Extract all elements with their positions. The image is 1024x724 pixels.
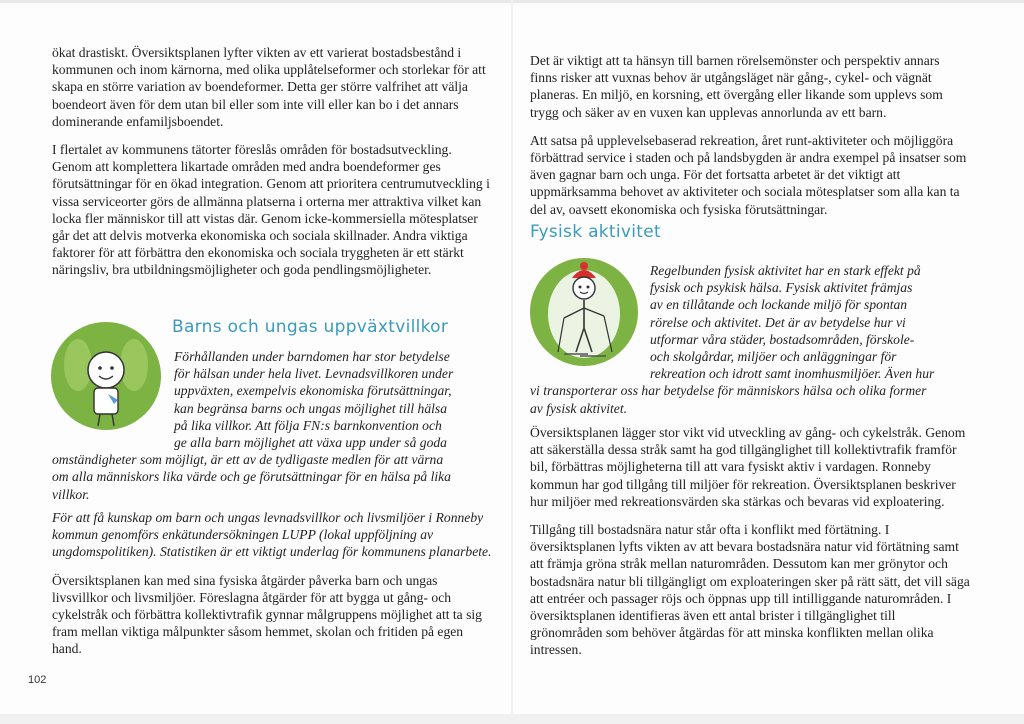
left-intro-line: omständigheter som möjligt, är ett av de tydligaste medlen för att värna: [52, 452, 444, 468]
left-intro-line: för hälsan under hela livet. Levnadsvillkoren under: [174, 366, 454, 382]
left-paragraph-2: I flertalet av kommunens tätorter föreslås områden för bostadsutveckling. Genom att komplettera likartade områden med andra boendeformer ges förutsättningar för en ökad integration. Genom att prioritera centrumutveckling i vissa serviceorter görs de allmänna platserna i orterna mer attraktiva vilket kan locka fler människor till att vistas där. Genom icke-kommersiella mötesplatser går det att delvis motverka ekonomiska och sociala skillnader. Andra viktiga faktorer för att förbättra den ekonomiska och sociala tryggheten är ett stärkt näringsliv, bra utbildningsmöjligheter och goda pendlingsmöjligheter.: [52, 142, 490, 278]
left-intro-line: villkor.: [52, 486, 90, 502]
right-intro-line: Regelbunden fysisk aktivitet har en stark effekt på: [650, 263, 921, 278]
left-intro-line: kan begränsa barns och ungas möjlighet till hälsa: [174, 400, 448, 416]
right-intro-line: av fysisk aktivitet.: [530, 400, 628, 416]
right-intro-line: utformar våra städer, bostadsområden, förskole-: [650, 331, 915, 347]
right-intro-line: rekreation och idrott samt inomhusmiljöer. Även hur: [650, 366, 935, 382]
right-column-top: [530, 52, 970, 229]
page-fold: [511, 0, 513, 724]
left-intro-line: på lika villkor. Att följa FN:s barnkonvention och: [174, 417, 442, 433]
right-intro-line: av en tillåtande och lockande miljö för spontan: [650, 297, 908, 313]
left-paragraph-3: För att få kunskap om barn och ungas levnadsvillkor och livsmiljöer i Ronneby kommun genomförs enkätundersökningen LUPP (lokal uppföljning av ungdomspolitiken). Statistiken är ett viktigt underlag för kommunens planarbete.: [52, 510, 492, 560]
right-intro-line: rörelse och aktivitet. Det är av betydelse hur vi: [650, 314, 906, 330]
page-number: 102: [28, 674, 47, 686]
left-intro-line: om alla människors lika värde och ge förutsättningar för en hälsa på lika: [52, 469, 451, 485]
right-intro-line: vi transporterar oss har betydelse för människors hälsa och olika former: [530, 383, 927, 399]
left-paragraph-1: ökat drastiskt. Översiktsplanen lyfter vikten av ett varierat bostadsbestånd i kommunen och inom kärnorna, med olika upplåtelseformer och storlekar för att skapa en större variation av boendeformer. Detta ger större valfrihet att välja boendeort även för dem utan bil eller som inte vill eller kan bo i det annars dominerande enfamiljsboendet.: [52, 45, 486, 129]
left-intro-line: Förhållanden under barndomen har stor betydelse: [174, 349, 450, 364]
left-intro-line: ge alla barn möjlighet att växa upp under så goda: [174, 435, 447, 451]
right-paragraph-2: Att satsa på upplevelsebaserad rekreation, året runt-aktiviteter och möjliggöra förbättrad service i staden och på landsbygden är andra exempel på insatser som även gagnar barn och unga. För det fortsatta arbetet är det viktigt att uppmärksamma behovet av aktiviteter och sociala mötesplatser som alla kan ta del av, oavsett ekonomiska och fysiska förutsättningar.: [530, 132, 967, 217]
bottom-edge: [0, 714, 1024, 724]
right-paragraph-4: Tillgång till bostadsnära natur står ofta i konflikt med förtätning. I översiktsplanen lyfts vikten av att bevara bostadsnära natur vid förtätning samt att främja gröna stråk mellan naturområden. Dessutom kan mer grönytor och bostadsnära natur bli tillgängligt om exploateringen sker på rätt sätt, det vill säga att entréer och passager röjs och öppnas upp till intilliggande naturområden. I översiktsplanen identifieras även ett antal brister i tillgänglighet till grönområden som behöver åtgärdas för att minska konflikten mellan olika intressen.: [530, 522, 970, 658]
right-paragraph-1: Det är viktigt att ta hänsyn till barnen rörelsemönster och perspektiv annars finns risker att vuxnas behov är utgångsläget när gång-, cykel- och vägnät planeras. En miljö, en korsning, ett övergång eller likande som upplevs som trygg och säker av en vuxen kan upplevas annorlunda av ett barn.: [530, 53, 943, 120]
section-heading-fysisk: Fysisk aktivitet: [530, 222, 661, 242]
right-intro-line: och skolgårdar, miljöer och anläggningar för: [650, 349, 897, 365]
section-heading-barns: Barns och ungas uppväxtvillkor: [172, 317, 449, 337]
left-intro-line: uppväxten, exempelvis ekonomiska förutsättningar,: [174, 383, 452, 399]
right-column-bottom: [530, 424, 970, 670]
right-intro-line: fysisk och psykisk hälsa. Fysisk aktivitet främjas: [650, 280, 913, 296]
left-column-top: [52, 44, 492, 290]
left-paragraph-4: Översiktsplanen kan med sina fysiska åtgärder påverka barn och ungas livsvillkor och livsmiljöer. Föreslagna åtgärder för att bygga ut gång- och cykelstråk och förbättra kollektivtrafik gynnar målgruppens möjlighet att ta sig fram mellan viktiga målpunkter såsom hemmet, skolan och fritiden på egen hand.: [52, 572, 482, 657]
right-paragraph-3: Översiktsplanen lägger stor vikt vid utveckling av gång- och cykelstråk. Genom att säkerställa dessa stråk samt ha god tillgänglighet till kollektivtrafik framför bil, förbättras möjligheterna till att vara fysiskt aktiv i vardagen. Ronneby kommun har god tillgång till miljöer för rekreation. Översiktsplanen beskriver hur miljöer med rekreationsvärden ska stärkas och bevaras vid exploatering.: [530, 425, 966, 509]
left-column-bottom: [52, 509, 492, 669]
right-italic-intro: [530, 262, 970, 417]
left-italic-intro: [52, 348, 492, 503]
